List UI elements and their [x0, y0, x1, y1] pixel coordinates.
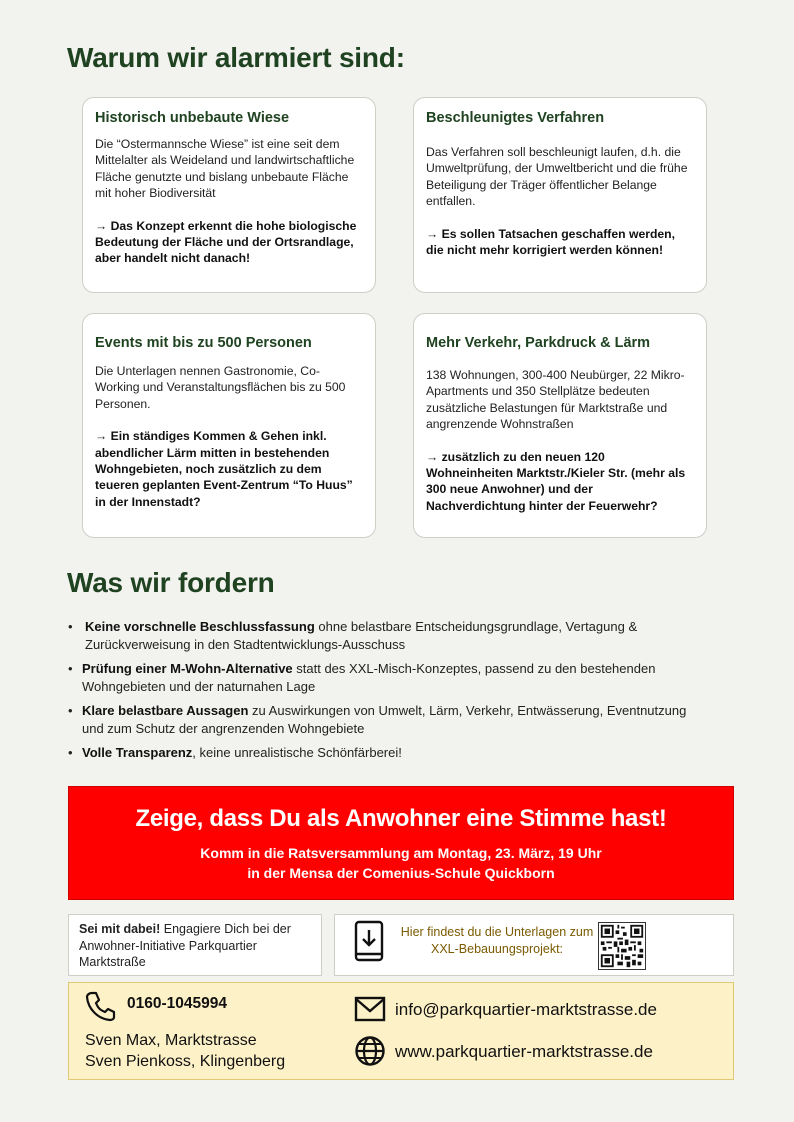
- banner-line-1: Komm in die Ratsversammlung am Montag, 23. März, 19 Uhr: [200, 845, 602, 861]
- demand-text: statt des XXL-Misch-Konzeptes, passend zu den bestehenden Wohngebieten und der naturnahen Lage: [82, 661, 656, 694]
- banner-title: Zeige, dass Du als Anwohner eine Stimme hast!: [135, 805, 667, 832]
- list-item: [68, 618, 708, 654]
- contact-name-2: Sven Pienkoss, Klingenberg: [85, 1053, 286, 1070]
- info-card-traffic: [413, 313, 707, 538]
- card-conclusion: → Das Konzept erkennt die hohe biologische Bedeutung der Fläche und der Ortsrandlage, aber handelt nicht danach!: [95, 218, 357, 266]
- call-to-action-banner: [68, 786, 734, 900]
- demand-text: zu Auswirkungen von Umwelt, Lärm, Verkehr, Entwässerung, Eventnutzung und zum Schutz der angrenzenden Wohngebiete: [82, 703, 687, 736]
- card-conclusion: → Ein ständiges Kommen & Gehen inkl. abendlicher Lärm mitten in bestehenden Wohngebieten, noch zusätzlich zu dem teueren geplanten Event-Zentrum “To Huus” in der Innenstadt?: [95, 429, 353, 509]
- card-conclusion: → Es sollen Tatsachen geschaffen werden, die nicht mehr korrigiert werden können!: [426, 226, 676, 258]
- email-address[interactable]: info@parkquartier-marktstrasse.de: [395, 1000, 657, 1019]
- card-title: Beschleunigtes Verfahren: [426, 110, 605, 126]
- info-card-meadow: [82, 97, 376, 293]
- join-initiative-box: [68, 914, 322, 976]
- bullet-icon: •: [68, 661, 73, 676]
- demand-text: ohne belastbare Entscheidungsgrundlage, Vertagung & Zurückverweisung in den Stadtentwicklungs-Ausschuss: [85, 619, 638, 652]
- demands-list: [68, 618, 708, 768]
- banner-line-2: in der Mensa der Comenius-Schule Quickborn: [247, 865, 555, 881]
- demand-bold: Klare belastbare Aussagen: [82, 703, 249, 718]
- contact-box: [68, 982, 734, 1080]
- bullet-icon: •: [68, 619, 73, 634]
- website-url[interactable]: www.parkquartier-marktstrasse.de: [395, 1042, 653, 1061]
- globe-icon: [354, 1035, 386, 1067]
- email-icon: [354, 996, 386, 1022]
- card-title: Mehr Verkehr, Parkdruck & Lärm: [426, 335, 651, 351]
- phone-icon: [84, 990, 116, 1022]
- contact-names: [85, 1030, 285, 1072]
- join-bold: Sei mit dabei!: [79, 922, 161, 936]
- qr-code-icon[interactable]: [598, 922, 646, 970]
- card-title: Events mit bis zu 500 Personen: [95, 335, 312, 351]
- list-item: [68, 702, 708, 738]
- info-card-events: [82, 313, 376, 538]
- info-card-procedure: [413, 97, 707, 293]
- documents-box: [334, 914, 734, 976]
- section-heading-demands: Was wir fordern: [67, 567, 275, 598]
- card-text: Die “Ostermannsche Wiese” ist eine seit dem Mittelalter als Weideland und landwirtschaftliche Fläche genutzte und bislang unbebaute Fläche mit hoher Biodiversität: [95, 137, 355, 201]
- banner-subtitle: [69, 843, 733, 883]
- card-title: Historisch unbebaute Wiese: [95, 110, 290, 126]
- card-conclusion: → zusätzlich zu den neuen 120 Wohneinheiten Marktstr./Kieler Str. (mehr als 300 neue Anwohner) und der Nachverdichtung hinter der Feuerwehr?: [426, 449, 686, 513]
- list-item: [68, 744, 708, 762]
- phone-number[interactable]: 0160-1045994: [127, 995, 227, 1012]
- card-text: Das Verfahren soll beschleunigt laufen, d.h. die Umweltprüfung, der Umweltbericht und die frühe Beteiligung der Träger öffentlicher Belange entfallen.: [426, 145, 688, 209]
- bullet-icon: •: [68, 703, 73, 718]
- demand-bold: Volle Transparenz: [82, 745, 193, 760]
- documents-text: Hier findest du die Unterlagen zum XXL-Bebauungsprojekt:: [400, 925, 594, 956]
- list-item: [68, 660, 708, 696]
- card-text: Die Unterlagen nennen Gastronomie, Co-Working und Veranstaltungsflächen bis zu 500 Personen.: [95, 364, 346, 411]
- demand-text: , keine unrealistische Schönfärberei!: [192, 745, 402, 760]
- demand-bold: Prüfung einer M-Wohn-Alternative: [82, 661, 293, 676]
- demand-bold: Keine vorschnelle Beschlussfassung: [85, 619, 315, 634]
- card-text: 138 Wohnungen, 300-400 Neubürger, 22 Mikro-Apartments und 350 Stellplätze bedeuten zusätzliche Belastungen für Marktstraße und angrenzende Wohnstraßen: [426, 368, 685, 432]
- section-heading-alarm: Warum wir alarmiert sind:: [67, 42, 405, 73]
- join-text: Engagiere Dich bei der Anwohner-Initiative Parkquartier Marktstraße: [79, 922, 291, 969]
- bullet-icon: •: [68, 745, 73, 760]
- document-download-icon: [353, 920, 387, 964]
- contact-name-1: Sven Max, Marktstrasse: [85, 1032, 257, 1049]
